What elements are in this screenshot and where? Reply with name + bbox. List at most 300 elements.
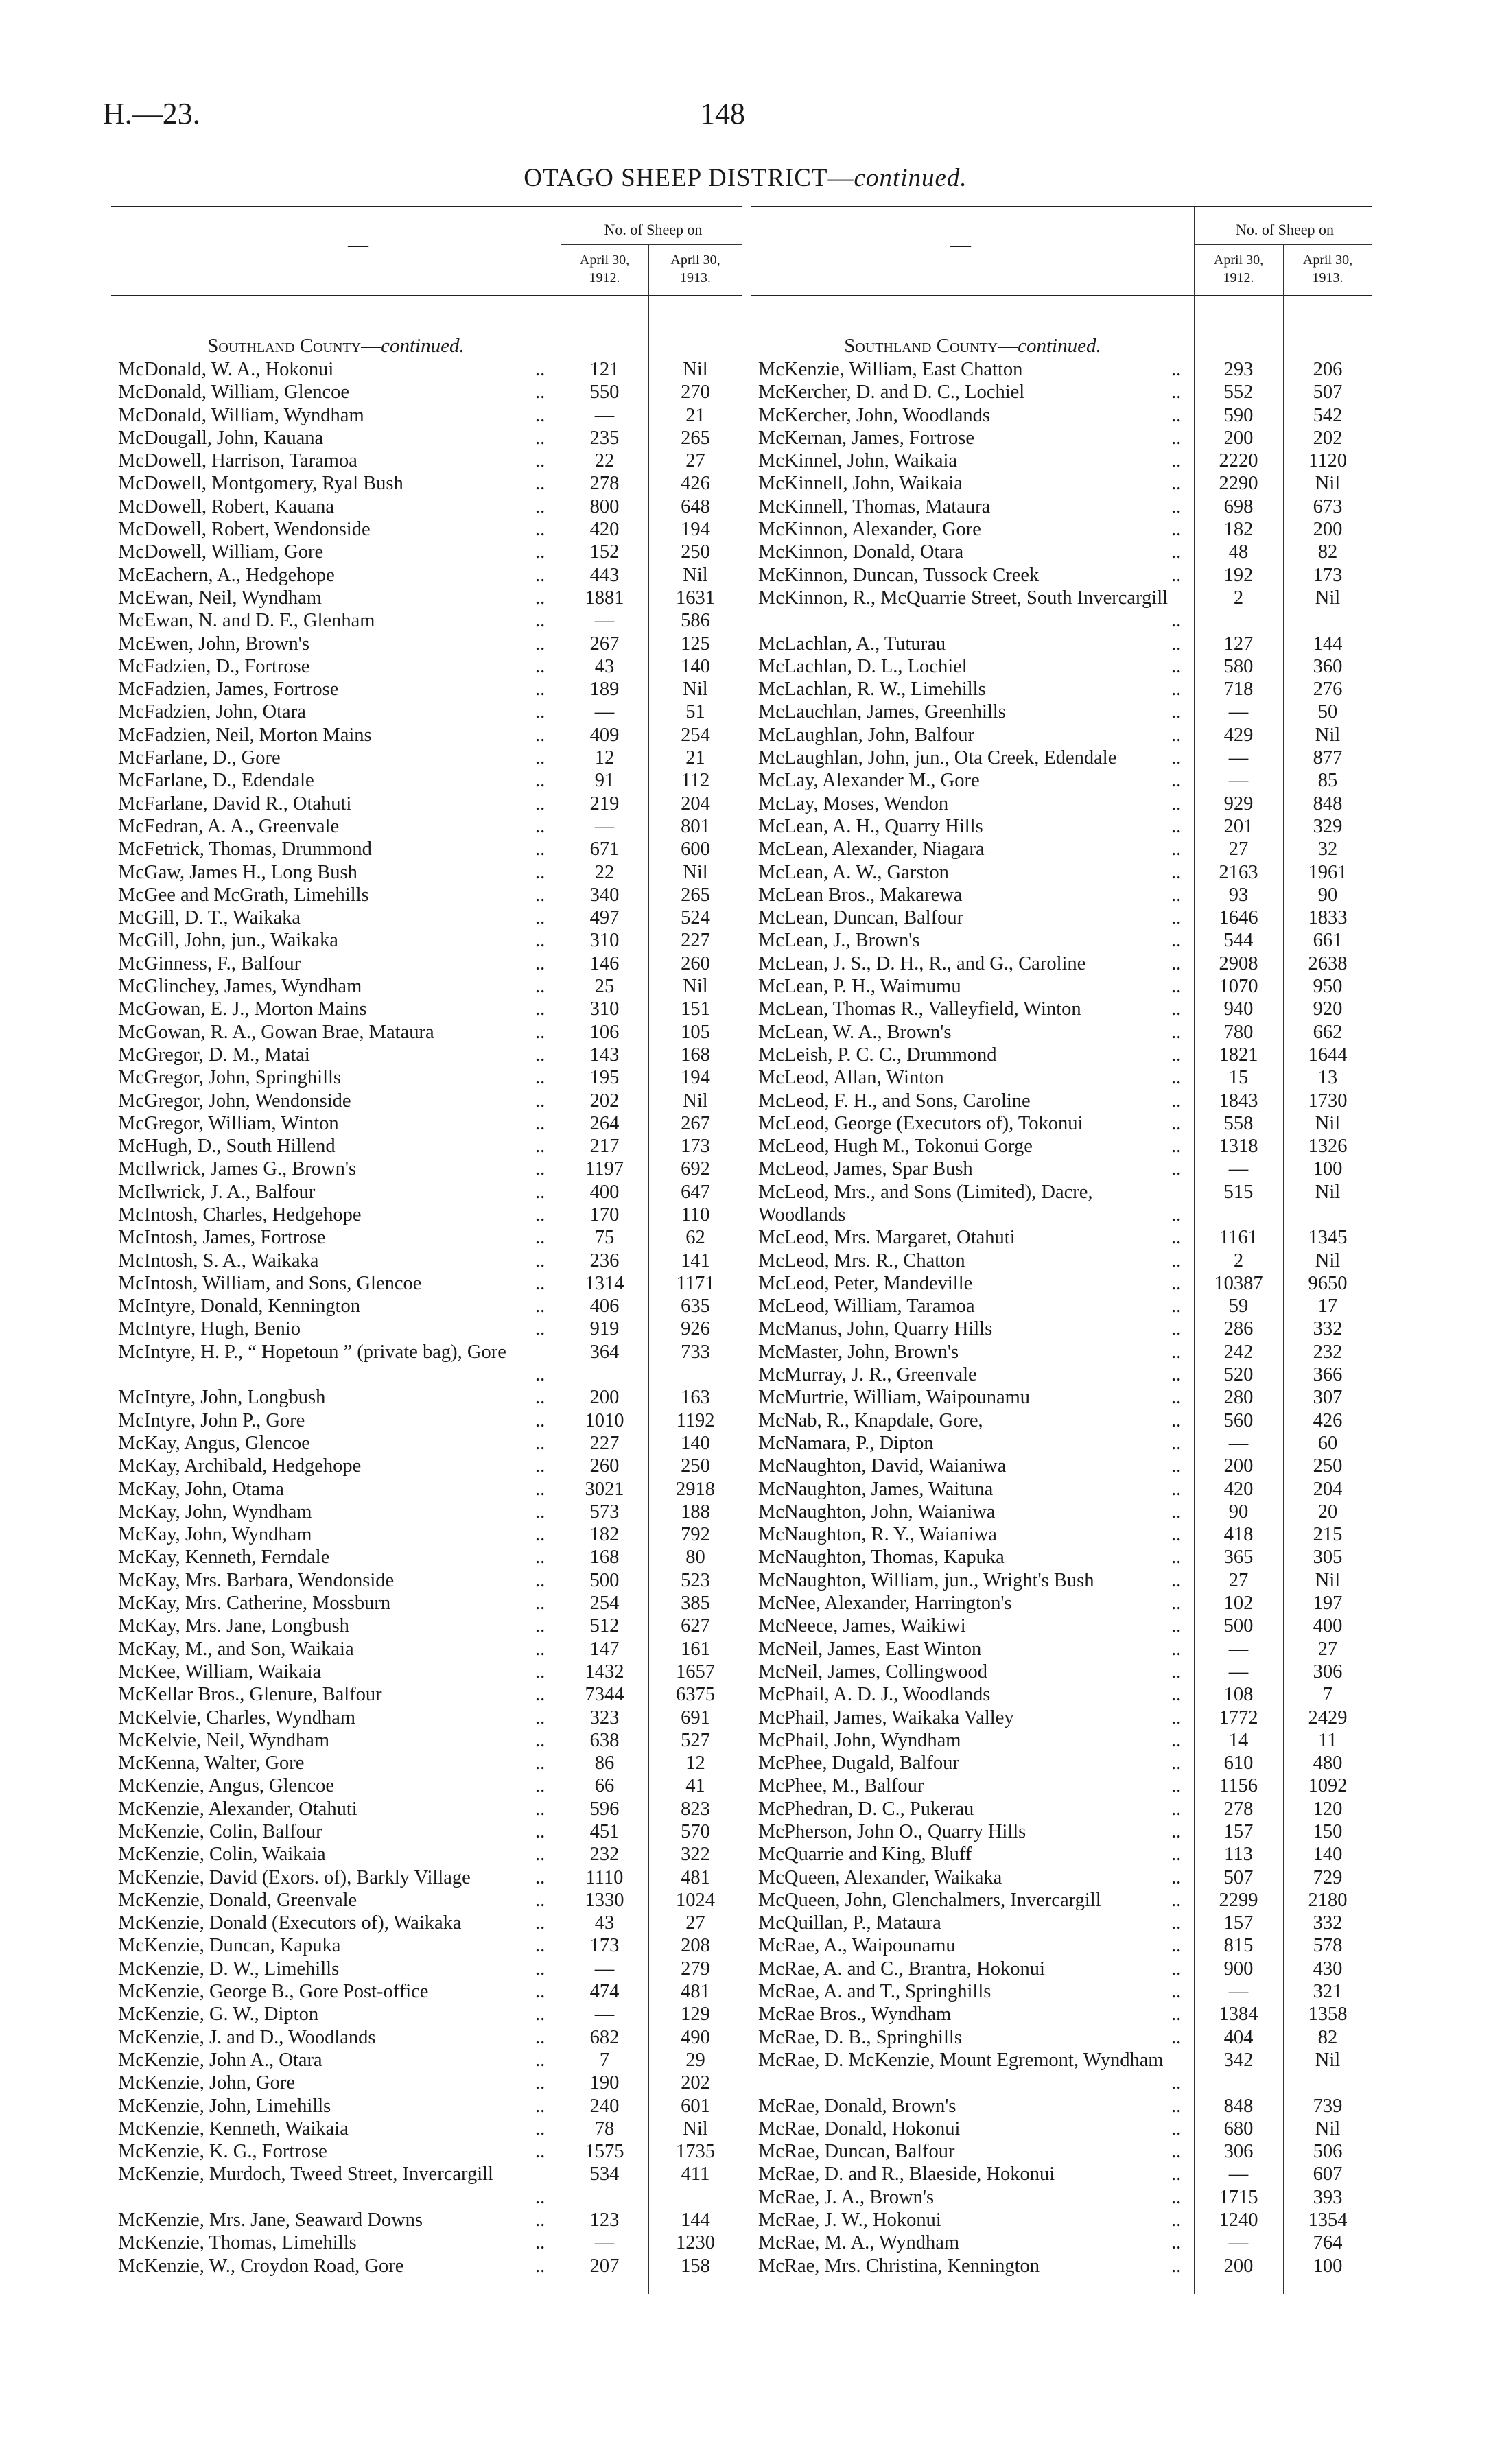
col1-label: April 30, [579, 253, 630, 268]
table-row [111, 587, 742, 609]
owner-name: McKenzie, Duncan, Kapuka [118, 1935, 341, 1957]
leader-dots: .. [1171, 1935, 1182, 1957]
owner-name: McNab, R., Knapdale, Gore, [758, 1409, 983, 1431]
owner-name: McKenzie, Colin, Waikaia [118, 1844, 326, 1866]
sheep-1912: 15 [1228, 1067, 1249, 1089]
sheep-1912: 93 [1228, 884, 1249, 906]
leader-dots: .. [535, 2141, 545, 2163]
sheep-1913: 82 [1317, 541, 1338, 563]
table-row [111, 952, 742, 975]
sheep-1912: 520 [1223, 1364, 1254, 1386]
table-row [751, 1317, 1372, 1340]
leader-dots: .. [535, 815, 545, 837]
table-row [751, 2140, 1372, 2163]
sheep-1913: 270 [681, 382, 710, 403]
sheep-1912: — [594, 815, 615, 837]
sheep-1912: 2290 [1219, 473, 1258, 495]
owner-name: McGregor, John, Wendonside [118, 1090, 351, 1112]
title-main: OTAGO SHEEP DISTRICT— [524, 164, 854, 192]
owner-name: McKinnel, John, Waikaia [758, 450, 958, 472]
owner-name: McGill, D. T., Waikaka [118, 907, 301, 929]
sheep-1912: 558 [1223, 1112, 1254, 1134]
owner-name: McPherson, John O., Quarry Hills [758, 1821, 1026, 1842]
sheep-1912: 940 [1223, 998, 1254, 1020]
leader-dots: .. [1171, 1112, 1182, 1134]
owner-name: McKenzie, John A., Otara [118, 2049, 322, 2071]
leader-dots: .. [1171, 815, 1182, 837]
owner-name: McLaughlan, John, Balfour [758, 724, 975, 746]
leader-dots: .. [535, 998, 545, 1020]
owner-name: McGaw, James H., Long Bush [118, 861, 357, 883]
table-row [751, 769, 1372, 792]
table-row [111, 2140, 742, 2163]
table-row [751, 1774, 1372, 1797]
sheep-1913: 250 [681, 541, 710, 563]
sheep-1913: Nil [1315, 473, 1341, 495]
sheep-1913: 691 [681, 1706, 710, 1728]
sheep-1912: 443 [589, 564, 620, 586]
table-row [751, 1112, 1372, 1135]
owner-name: McFedran, A. A., Greenvale [118, 815, 340, 837]
leader-dots: .. [1171, 1866, 1182, 1888]
sheep-1912: 147 [589, 1638, 620, 1660]
table-row [751, 1158, 1372, 1180]
sheep-1912: 310 [589, 930, 620, 952]
sheep-1912: 102 [1223, 1593, 1254, 1615]
section-label: Southland County— [207, 335, 381, 357]
sheep-1912: 1161 [1219, 1227, 1258, 1249]
sheep-1913: 1354 [1308, 2209, 1348, 2231]
sheep-1912: 254 [589, 1593, 620, 1615]
leader-dots: .. [1171, 1524, 1182, 1546]
sheep-1912: 219 [589, 793, 620, 814]
leader-dots: .. [1171, 1912, 1182, 1934]
sheep-1912: 146 [589, 952, 620, 974]
owner-name: McFarlane, David R., Otahuti [118, 793, 352, 814]
sheep-1913: 2638 [1308, 952, 1348, 974]
owner-name: McHugh, D., South Hillend [118, 1136, 336, 1158]
sheep-1913: 1171 [676, 1272, 715, 1294]
leader-dots: .. [1171, 976, 1182, 998]
owner-name: McManus, John, Quarry Hills [758, 1318, 993, 1340]
sheep-1913: 661 [1313, 930, 1343, 952]
owner-name: McPhail, John, Wyndham [758, 1729, 961, 1751]
table-row [111, 2072, 742, 2094]
sheep-1913: 11 [1318, 1729, 1337, 1751]
sheep-1913: Nil [1315, 1249, 1341, 1271]
right-table [751, 206, 1372, 2305]
column-1913 [648, 251, 742, 287]
owner-name: McLachlan, A., Tuturau [758, 633, 946, 655]
owner-name: McKenzie, William, East Chatton [758, 359, 1023, 380]
sheep-1913: 823 [681, 1798, 710, 1820]
owner-name: McLeod, Hugh M., Tokonui Gorge [758, 1136, 1033, 1158]
owner-name: McDowell, Harrison, Taramoa [118, 450, 357, 472]
leader-dots: .. [1171, 1775, 1182, 1797]
table-row [751, 1523, 1372, 1546]
sheep-1912: 515 [1223, 1181, 1254, 1203]
table-row [111, 564, 742, 587]
table-row [751, 1546, 1372, 1569]
sheep-1912: — [594, 701, 615, 723]
header-dash: — [348, 233, 368, 256]
sheep-1913: 144 [1313, 633, 1343, 655]
leader-dots: .. [1171, 724, 1182, 746]
sheep-1913: 792 [681, 1524, 710, 1546]
sheep-1912: 580 [1223, 655, 1254, 677]
owner-name: McKay, Angus, Glencoe [118, 1432, 310, 1454]
sheep-1913: Nil [683, 679, 708, 701]
owner-name: McKinnon, Alexander, Gore [758, 519, 981, 541]
sheep-1913: 2918 [676, 1478, 715, 1500]
sheep-1913: 306 [1313, 1661, 1343, 1682]
sheep-1912: 404 [1223, 2026, 1254, 2048]
sheep-1913: 673 [1313, 495, 1343, 517]
owner-name: McDonald, William, Glencoe [118, 382, 350, 403]
sheep-1913: 848 [1313, 793, 1343, 814]
sheep-1913: 764 [1313, 2232, 1343, 2254]
owner-name: McKinnell, Thomas, Mataura [758, 495, 991, 517]
sheep-1912: 7344 [585, 1684, 624, 1706]
leader-dots: .. [535, 1501, 545, 1523]
sheep-1913: 600 [681, 838, 710, 860]
owner-name: McIntyre, H. P., “ Hopetoun ” (private bag), Gore [118, 1341, 506, 1363]
sheep-1913: 480 [1313, 1752, 1343, 1774]
sheep-1913: Nil [1315, 1112, 1341, 1134]
sheep-1913: 739 [1313, 2095, 1343, 2117]
leader-dots: .. [535, 1524, 545, 1546]
sheep-1912: 671 [589, 838, 620, 860]
table-row [751, 2209, 1372, 2231]
table-row [751, 1820, 1372, 1843]
table-row [111, 1044, 742, 1066]
owner-name: McQueen, John, Glenchalmers, Invercargill [758, 1889, 1101, 1911]
sheep-1913: 265 [681, 884, 710, 906]
sheep-1912: 544 [1223, 930, 1254, 952]
leader-dots: .. [1171, 404, 1182, 426]
owner-name: McNeil, James, East Winton [758, 1638, 982, 1660]
sheep-1913: 202 [681, 2072, 710, 2094]
leader-dots: .. [1171, 1318, 1182, 1340]
sheep-1912: 429 [1223, 724, 1254, 746]
sheep-1912: 14 [1228, 1729, 1249, 1751]
leader-dots: .. [1171, 679, 1182, 701]
owner-name: McRae, Donald, Brown's [758, 2095, 956, 2117]
leader-dots: .. [535, 382, 545, 403]
table-row [111, 1615, 742, 1637]
table-row [751, 1341, 1372, 1363]
owner-name: McLean, W. A., Brown's [758, 1021, 952, 1043]
sheep-1912: — [594, 1958, 615, 1980]
leader-dots: .. [1171, 1844, 1182, 1866]
sheep-1913: 265 [681, 427, 710, 449]
owner-name: McLean Bros., Makarewa [758, 884, 963, 906]
sheep-1912: 418 [1223, 1524, 1254, 1546]
sheep-1912: 420 [1223, 1478, 1254, 1500]
table-row [751, 1455, 1372, 1477]
leader-dots: .. [535, 1090, 545, 1112]
owner-name: McQuillan, P., Mataura [758, 1912, 941, 1934]
table-row [751, 929, 1372, 952]
leader-dots: .. [1171, 1547, 1182, 1569]
owner-name: McPhee, M., Balfour [758, 1775, 924, 1797]
leader-dots: .. [1171, 541, 1182, 563]
owner-name: McRae, A. and C., Brantra, Hokonui [758, 1958, 1045, 1980]
sheep-1912: 293 [1223, 359, 1254, 380]
sheep-1913: 1092 [1308, 1775, 1348, 1797]
table-row [751, 541, 1372, 563]
leader-dots: .. [1171, 747, 1182, 769]
table-row [751, 793, 1372, 815]
owner-name: McKenzie, David (Exors. of), Barkly Village [118, 1866, 471, 1888]
leader-dots: .. [535, 976, 545, 998]
table-row [751, 358, 1372, 381]
leader-dots: .. [535, 2004, 545, 2026]
leader-dots: .. [1171, 655, 1182, 677]
sheep-1913: Nil [683, 359, 708, 380]
sheep-1913: 279 [681, 1958, 710, 1980]
owner-name: McRae, D. and R., Blaeside, Hokonui [758, 2163, 1055, 2185]
leader-dots: .. [535, 1021, 545, 1043]
table-row [111, 381, 742, 403]
leader-dots: .. [1171, 1729, 1182, 1751]
table-row [751, 1044, 1372, 1066]
sheep-1912: 800 [589, 495, 620, 517]
leader-dots: .. [1171, 1227, 1182, 1249]
leader-dots: .. [535, 2186, 545, 2208]
table-row [111, 1958, 742, 1980]
sheep-1913: 1024 [676, 1889, 715, 1911]
owner-name: McKenna, Walter, Gore [118, 1752, 305, 1774]
leader-dots: .. [535, 2072, 545, 2094]
sheep-1912: 267 [589, 633, 620, 655]
leader-dots: .. [1171, 1044, 1182, 1066]
leader-dots: .. [535, 655, 545, 677]
table-row [751, 952, 1372, 975]
leader-dots: .. [1171, 427, 1182, 449]
sheep-1912: 202 [589, 1090, 620, 1112]
sheep-1912: — [1228, 770, 1249, 792]
sheep-1913: 100 [1313, 2255, 1343, 2277]
sheep-1912: 500 [1223, 1615, 1254, 1637]
leader-dots: .. [535, 1569, 545, 1591]
owner-name: McNaughton, R. Y., Waianiwa [758, 1524, 997, 1546]
sheep-1913: 163 [681, 1387, 710, 1409]
leader-dots: .. [535, 2049, 545, 2071]
leader-dots: .. [1171, 2117, 1182, 2139]
sheep-1912: 86 [594, 1752, 615, 1774]
sheep-1913: 801 [681, 815, 710, 837]
leader-dots: .. [535, 2209, 545, 2231]
sheep-1912: 1384 [1219, 2004, 1258, 2026]
table-row [111, 1249, 742, 1272]
sheep-1913: 27 [1317, 1638, 1338, 1660]
table-row [111, 1980, 742, 2003]
owner-name: McEwan, Neil, Wyndham [118, 587, 322, 609]
leader-dots: .. [1171, 2209, 1182, 2231]
leader-dots: .. [535, 1067, 545, 1089]
table-row [111, 1546, 742, 1569]
leader-dots: .. [1171, 1798, 1182, 1820]
leader-dots: .. [535, 1432, 545, 1454]
owner-name: McGregor, D. M., Matai [118, 1044, 310, 1066]
sheep-1912: 2299 [1219, 1889, 1258, 1911]
sheep-1912: — [1228, 2163, 1249, 2185]
table-row [751, 1478, 1372, 1501]
leader-dots: .. [535, 1912, 545, 1934]
leader-dots: .. [535, 450, 545, 472]
owner-name: McLean, A. H., Quarry Hills [758, 815, 983, 837]
leader-dots: .. [535, 1775, 545, 1797]
owner-name: McKelvie, Neil, Wyndham [118, 1729, 330, 1751]
owner-name: McRae, A. and T., Springhills [758, 1981, 991, 2003]
sheep-1912: 173 [589, 1935, 620, 1957]
leader-dots: .. [535, 2232, 545, 2254]
sheep-1913: 542 [1313, 404, 1343, 426]
leader-dots: .. [1171, 884, 1182, 906]
sheep-1912: 406 [589, 1295, 620, 1317]
leader-dots: .. [1171, 1295, 1182, 1317]
table-row [111, 1889, 742, 1912]
sheep-1913: 6375 [676, 1684, 715, 1706]
table-row [751, 998, 1372, 1020]
owner-name: McNeece, James, Waikiwi [758, 1615, 966, 1637]
sheep-1913: 2180 [1308, 1889, 1348, 1911]
leader-dots: .. [535, 930, 545, 952]
table-row [751, 1501, 1372, 1523]
table-row [751, 633, 1372, 655]
table-row [111, 472, 742, 495]
owner-name: McIntosh, James, Fortrose [118, 1227, 326, 1249]
table-row [751, 1958, 1372, 1980]
sheep-1913: 82 [1317, 2026, 1338, 2048]
sheep-1912: 152 [589, 541, 620, 563]
sheep-1912: 143 [589, 1044, 620, 1066]
sheep-1912: 342 [1223, 2049, 1254, 2071]
sheep-1912: — [1228, 1158, 1249, 1180]
owner-name: McKenzie, K. G., Fortrose [118, 2141, 327, 2163]
sheep-1912: 451 [589, 1821, 620, 1842]
table-row [751, 2026, 1372, 2049]
leader-dots: .. [1171, 2232, 1182, 2254]
owner-name: McPhedran, D. C., Pukerau [758, 1798, 974, 1820]
sheep-1912: 550 [589, 382, 620, 403]
leader-dots: .. [1171, 1501, 1182, 1523]
leader-dots: .. [1171, 1158, 1182, 1180]
table-row [111, 1501, 742, 1523]
sheep-1913: 1192 [676, 1409, 715, 1431]
sheep-1912: — [1228, 1432, 1249, 1454]
page-number: 148 [700, 97, 745, 130]
sheep-1912: 340 [589, 884, 620, 906]
table-row [751, 564, 1372, 587]
leader-dots: .. [535, 1706, 545, 1728]
sheep-1913: 481 [681, 1981, 710, 2003]
sheep-1912: — [594, 2232, 615, 2254]
table-row [111, 975, 742, 998]
sheep-1913: 140 [681, 1432, 710, 1454]
col2-year: 1913. [1312, 270, 1343, 285]
table-row [111, 2049, 742, 2072]
owner-name: McRae, D. McKenzie, Mount Egremont, Wyndham [758, 2049, 1164, 2071]
sheep-1913: 100 [1313, 1158, 1343, 1180]
leader-dots: .. [1171, 861, 1182, 883]
sheep-1913: 112 [681, 770, 710, 792]
leader-dots: .. [535, 884, 545, 906]
owner-name: McEachern, A., Hedgehope [118, 564, 335, 586]
sheep-1912: 2220 [1219, 450, 1258, 472]
sheep-1913: 1326 [1308, 1136, 1348, 1158]
owner-name: McDowell, William, Gore [118, 541, 324, 563]
sheep-1912: 278 [589, 473, 620, 495]
sheep-1912: 420 [589, 519, 620, 541]
table-row [111, 678, 742, 701]
owner-name: McKenzie, W., Croydon Road, Gore [118, 2255, 404, 2277]
sheep-1912: 1330 [585, 1889, 624, 1911]
sheep-1912: 2908 [1219, 952, 1258, 974]
owner-name: McLeod, Mrs. R., Chatton [758, 1249, 965, 1271]
owner-name: McRae, M. A., Wyndham [758, 2232, 960, 2254]
leader-dots: .. [1171, 793, 1182, 814]
sheep-1913: 1230 [676, 2232, 715, 2254]
owner-name: McKay, M., and Son, Waikaia [118, 1638, 354, 1660]
sheep-1912: 929 [1223, 793, 1254, 814]
table-row [111, 1135, 742, 1158]
table-row [751, 678, 1372, 701]
table-row [751, 1706, 1372, 1729]
owner-name: McIntyre, John, Longbush [118, 1387, 326, 1409]
sheep-1913: 1358 [1308, 2004, 1348, 2026]
left-column-header [111, 206, 742, 296]
table-row [111, 906, 742, 929]
sheep-1912: 108 [1223, 1684, 1254, 1706]
sheep-1913: 950 [1313, 976, 1343, 998]
sheep-1912: 200 [1223, 1455, 1254, 1477]
sheep-1913: 729 [1313, 1866, 1343, 1888]
sheep-1912: 242 [1223, 1341, 1254, 1363]
leader-dots: .. [1171, 1752, 1182, 1774]
table-row [111, 655, 742, 678]
sheep-1913: 51 [685, 701, 705, 723]
leader-dots: .. [535, 519, 545, 541]
owner-name: McKinnell, John, Waikaia [758, 473, 963, 495]
leader-dots: .. [535, 1227, 545, 1249]
leader-dots: .. [535, 1364, 545, 1386]
sheep-1912: 1772 [1219, 1706, 1258, 1728]
sheep-1913: 250 [1313, 1455, 1343, 1477]
owner-name: McPhee, Dugald, Balfour [758, 1752, 959, 1774]
owner-name: McPhail, James, Waikaka Valley [758, 1706, 1014, 1728]
leader-dots: .. [1171, 2004, 1182, 2026]
leader-dots: .. [535, 1318, 545, 1340]
sheep-1913: 129 [681, 2004, 710, 2026]
sheep-1913: 151 [681, 998, 710, 1020]
owner-name: McIlwrick, James G., Brown's [118, 1158, 357, 1180]
section-continued: continued. [1018, 335, 1101, 357]
table-row [111, 518, 742, 541]
table-row [751, 2003, 1372, 2026]
sheep-1912: 10387 [1214, 1272, 1263, 1294]
leader-dots: .. [1171, 1387, 1182, 1409]
col1-label: April 30, [1213, 253, 1264, 268]
leader-dots: .. [535, 1044, 545, 1066]
table-row [111, 1432, 742, 1455]
table-row [111, 1866, 742, 1889]
sheep-1913: 506 [1313, 2141, 1343, 2163]
leader-dots: .. [1171, 1364, 1182, 1386]
leader-dots: .. [1171, 1615, 1182, 1637]
sheep-1913: 140 [681, 655, 710, 677]
